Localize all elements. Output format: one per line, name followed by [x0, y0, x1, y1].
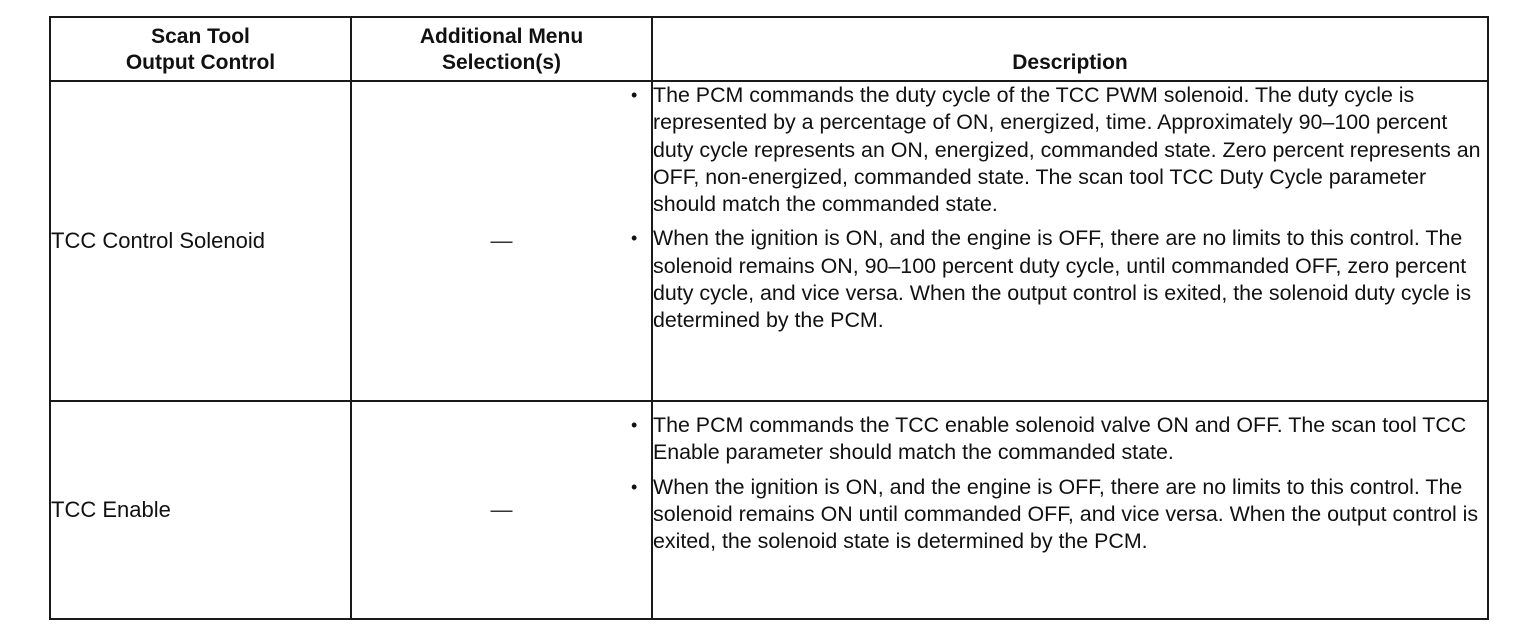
header-description [652, 17, 1488, 81]
bullet-icon: • [631, 476, 638, 497]
menu-selection-dash: — [351, 401, 652, 619]
description-text: The PCM commands the duty cycle of the TCC PWM solenoid. The duty cycle is represented by a percentage of ON, energized, time. Approximately 90–100 percent duty cycle represents an ON, energized, commanded state. Zero percent represents an OFF, non-energized, commanded state. The scan tool TCC Duty Cycle parameter should match the commanded state. [653, 83, 1481, 217]
header-col2-line1: Additional Menu [419, 25, 584, 48]
bullet-icon: • [631, 228, 638, 249]
output-control-table [49, 16, 1489, 620]
output-control-name: TCC Enable [50, 401, 351, 619]
description-text: When the ignition is ON, and the engine is OFF, there are no limits to this control. The solenoid remains ON, 90–100 percent duty cycle, until commanded OFF, zero percent duty cycle, and vice versa. When the output control is exited, the solenoid duty cycle is determined by the PCM. [653, 226, 1472, 333]
description-list [631, 412, 1487, 555]
description-text: The PCM commands the TCC enable solenoid valve ON and OFF. The scan tool TCC Enable parameter should match the commanded state. [653, 413, 1467, 465]
bullet-icon: • [631, 85, 638, 105]
header-col2-line2: Selection(s) [441, 51, 562, 74]
bullet-icon: • [631, 415, 638, 435]
description-list [631, 82, 1487, 335]
header-col3: Description [1012, 51, 1128, 74]
description-item [631, 82, 1487, 218]
description-cell [631, 401, 1488, 619]
output-control-name: TCC Control Solenoid [50, 81, 351, 401]
description-cell [631, 81, 1488, 401]
description-item [631, 225, 1487, 334]
menu-selection-dash: — [351, 81, 652, 401]
header-row [50, 17, 1488, 81]
description-item [631, 412, 1487, 467]
header-additional-menu-selections [351, 17, 652, 81]
header-col1-line2: Output Control [125, 51, 276, 74]
header-scan-tool-output-control [50, 17, 351, 81]
description-item [631, 474, 1487, 556]
table-row [50, 401, 1488, 619]
header-col1-line1: Scan Tool [151, 25, 250, 48]
table-row [50, 81, 1488, 401]
description-text: When the ignition is ON, and the engine is OFF, there are no limits to this control. The solenoid remains ON until commanded OFF, and vice versa. When the output control is exited, the solenoid state is determined by the PCM. [653, 474, 1479, 554]
